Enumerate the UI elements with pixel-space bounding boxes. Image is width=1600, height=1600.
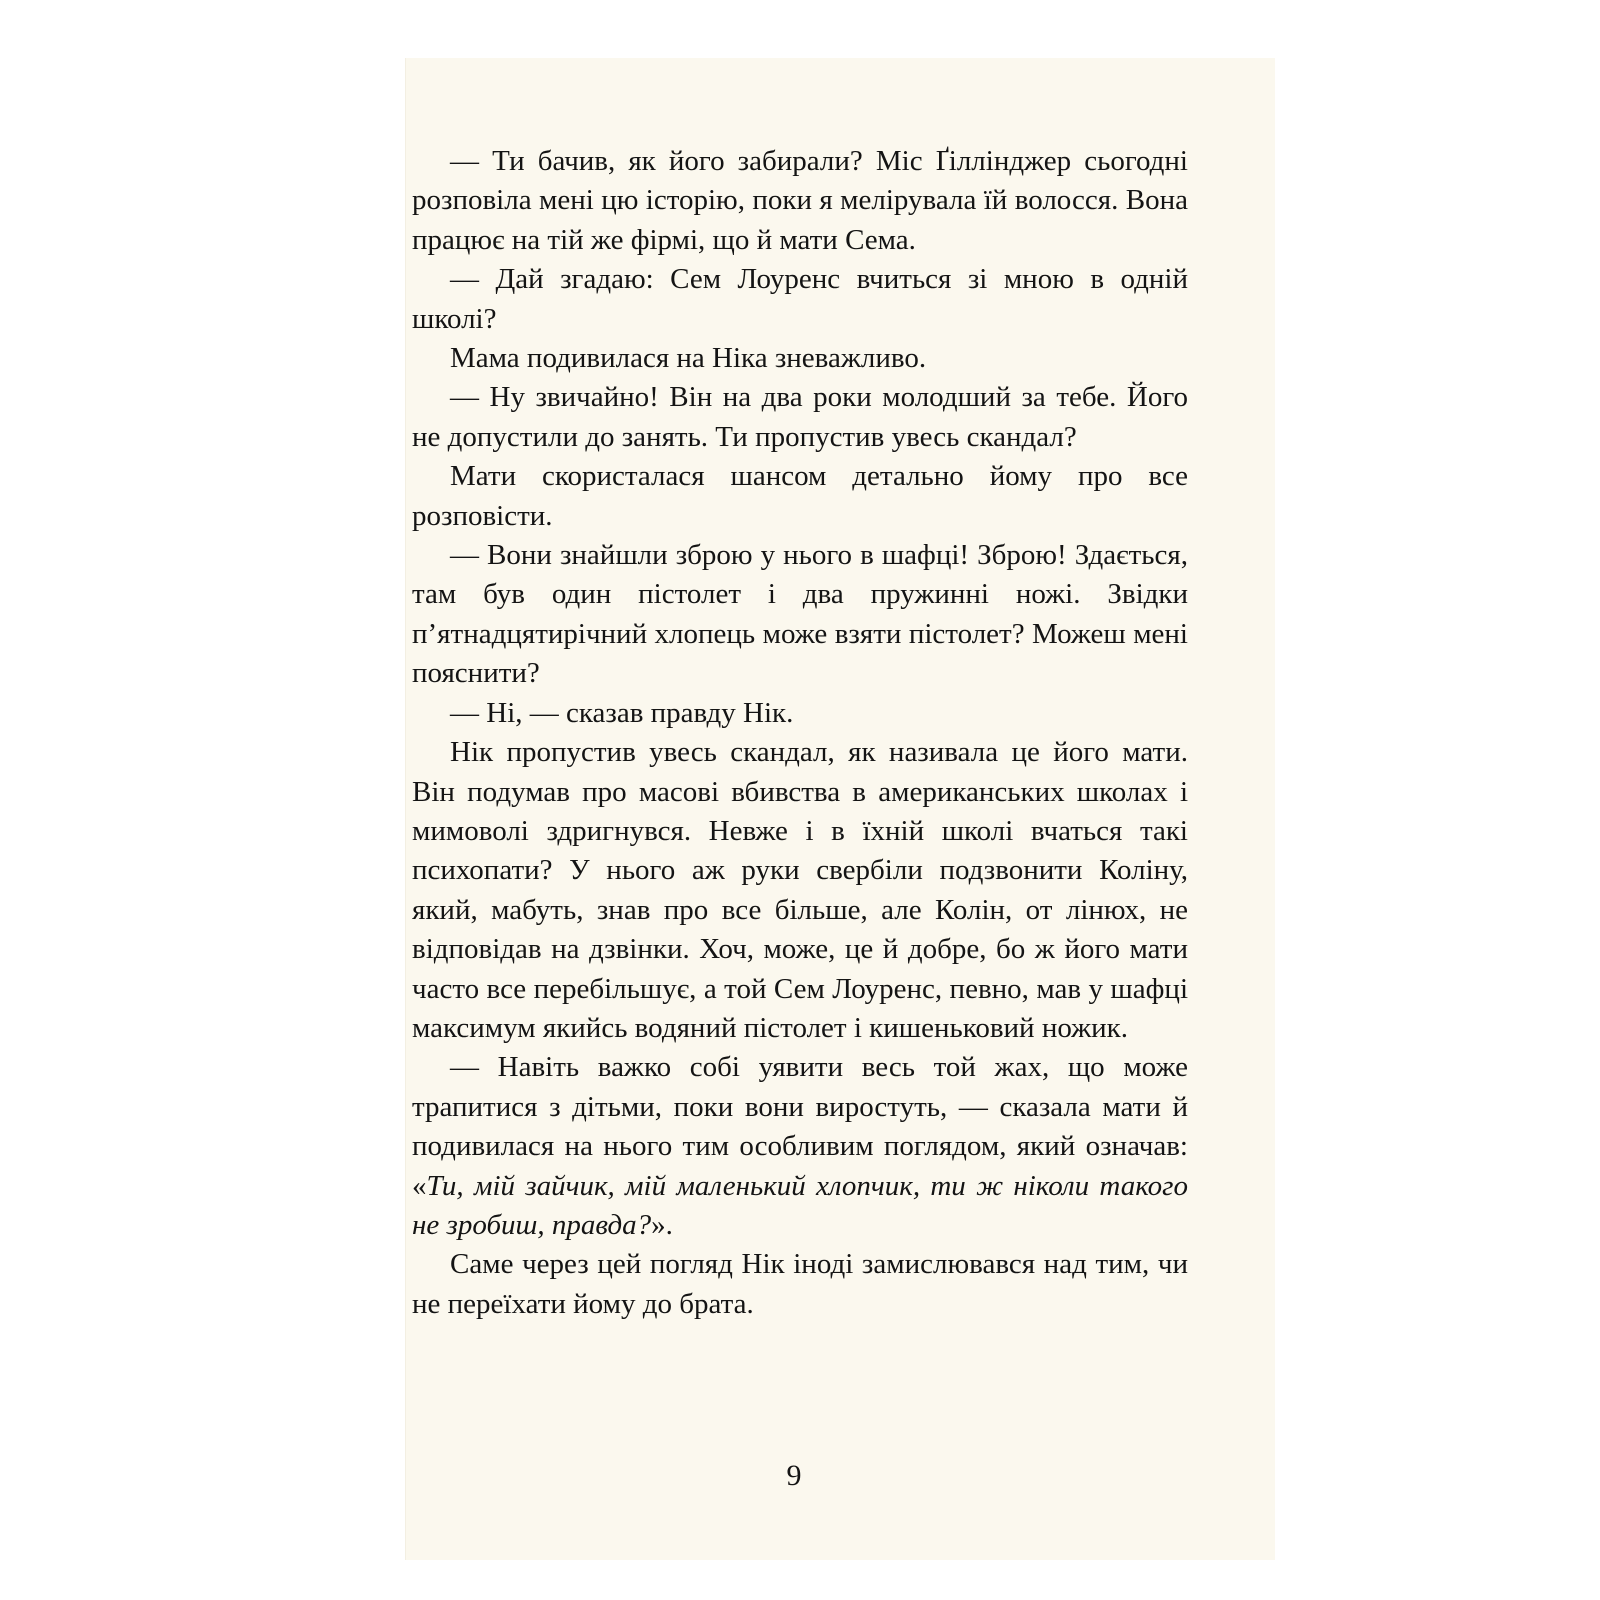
page-number: 9 <box>786 1459 802 1492</box>
paragraph-10: Саме через цей погляд Нік іноді замислювався над тим, чи не переїхати йому до брата. <box>412 1248 1188 1320</box>
paragraph-9-italic-quote: Ти, мій зайчик, мій маленький хлопчик, ти ж ніколи такого не зробиш, правда? <box>412 1169 1188 1241</box>
paragraph-8: Нік пропустив увесь скандал, як називала це його мати. Він подумав про масові вбивства в американських школах і мимоволі здригнувся. Невже і в їхній школі вчаться такі психопати? У нього аж руки свербіли подзвонити Коліну, який, мабуть, знав про все більше, але Колін, от лінюх, не відповідав на дзвінки. Хоч, може, це й добре, бо ж його мати часто все перебільшує, а той Сем Лоуренс, певно, мав у шафці максимум якийсь водяний пістолет і кишеньковий ножик. <box>412 736 1188 1044</box>
paragraph-7: — Ні, — сказав правду Нік. <box>450 696 794 729</box>
paragraph-3: Мама подивилася на Ніка зневажливо. <box>450 342 927 375</box>
paragraph-6: — Вони знайшли зброю у нього в шафці! Зброю! Здається, там був один пістолет і два пружинні ножі. Звідки п’ятнадцятирічний хлопець може взяти пістолет? Можеш мені пояснити? <box>412 539 1188 690</box>
paragraph-4: — Ну звичайно! Він на два роки молодший за тебе. Його не допустили до занять. Ти пропустив увесь скандал? <box>412 381 1188 453</box>
paragraph-5: Мати скористалася шансом детально йому про все розповісти. <box>412 460 1188 532</box>
paragraph-9-tail: ». <box>651 1208 673 1241</box>
paragraph-2: — Дай згадаю: Сем Лоуренс вчиться зі мною в одній школі? <box>412 263 1188 335</box>
body-text <box>412 142 1188 1324</box>
book-page <box>405 58 1275 1560</box>
paragraph-9-lead: — Навіть важко собі уявити весь той жах, що може трапитися з дітьми, поки вони виростуть, — сказала мати й подивилася на нього тим особливим поглядом, який означав: « <box>412 1051 1188 1202</box>
paragraph-9 <box>412 1048 1188 1245</box>
paragraph-1: — Ти бачив, як його забирали? Міс Ґіллінджер сьогодні розповіла мені цю історію, поки я мелірувала їй волосся. Вона працює на тій же фірмі, що й мати Сема. <box>412 145 1188 256</box>
